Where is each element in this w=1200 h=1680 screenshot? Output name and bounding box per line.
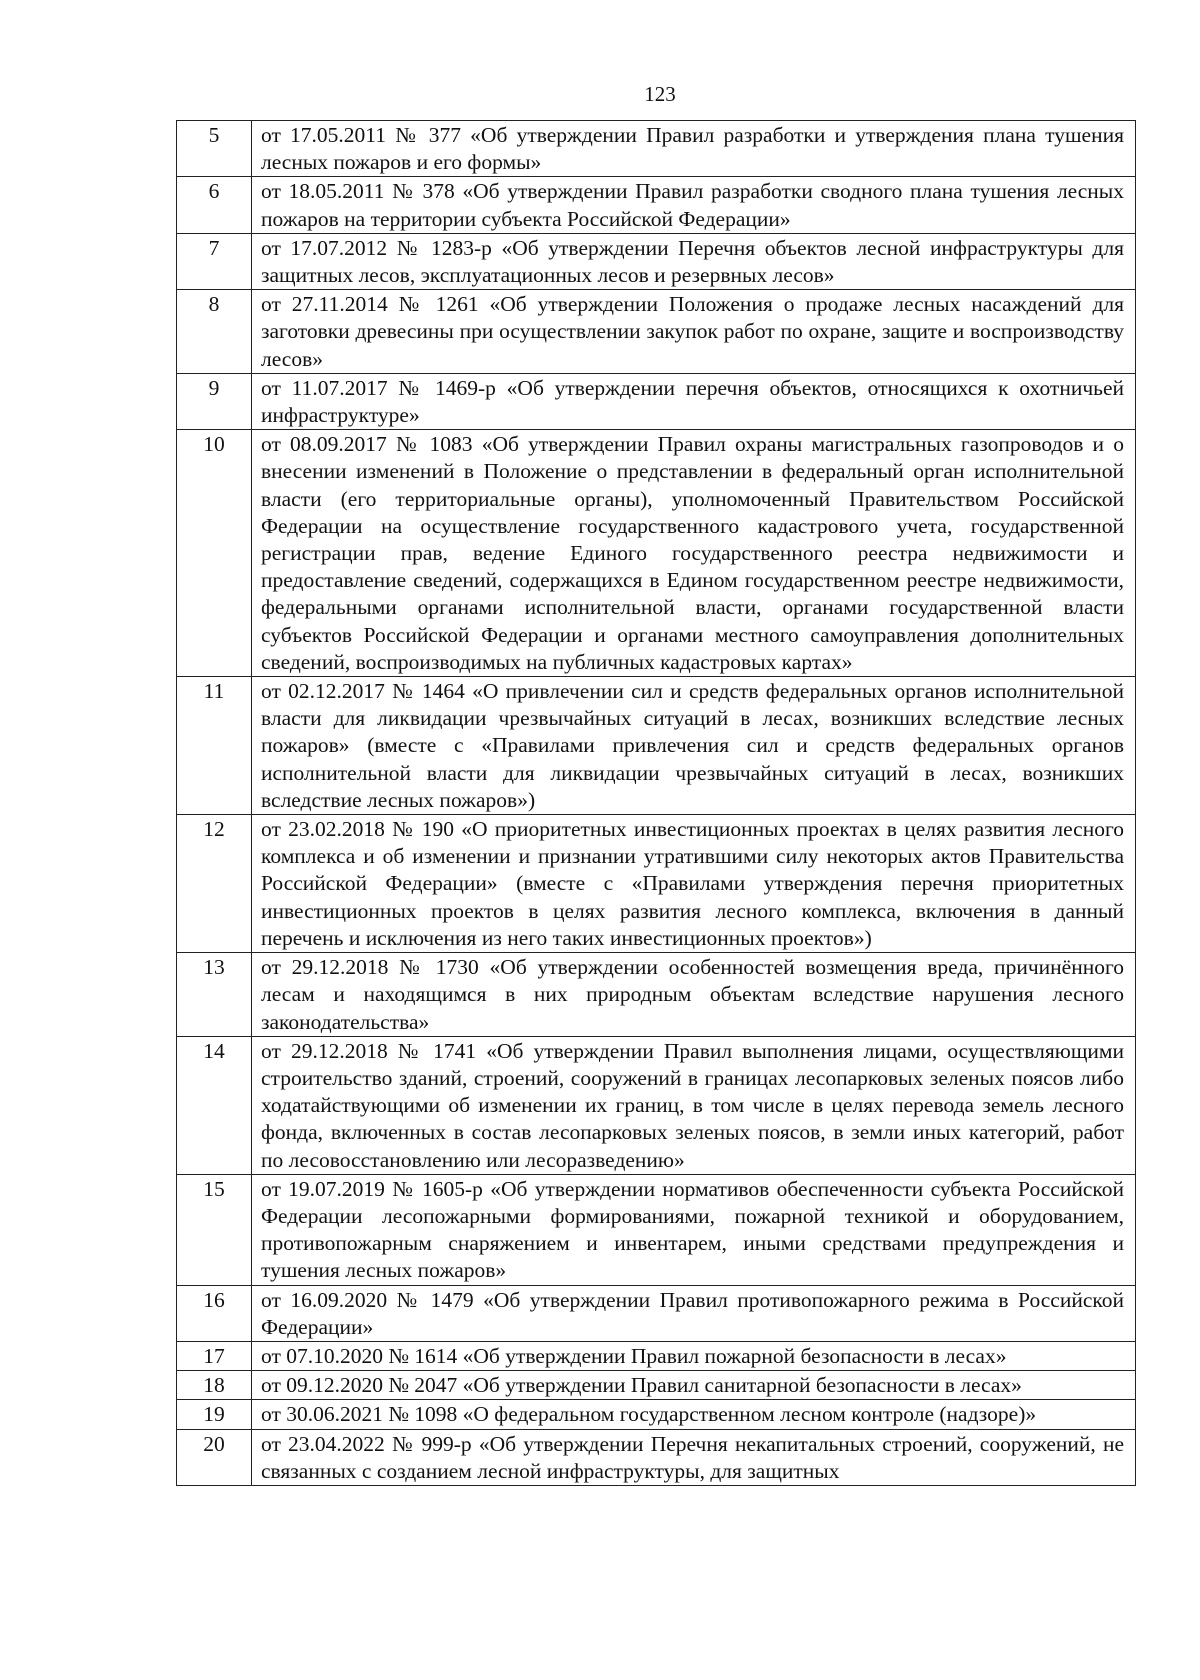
row-number: 19 <box>177 1400 252 1429</box>
regulation-text: от 29.12.2018 № 1730 «Об утверждении особенностей возмещения вреда, причинённого лесам и находящимся в них природным объектам вследствие нарушения лесного законодательства» <box>252 953 1136 1037</box>
row-number: 10 <box>177 430 252 677</box>
regulation-text: от 29.12.2018 № 1741 «Об утверждении Правил выполнения лицами, осуществляющими строительство зданий, строений, сооружений в границах лесопарковых зеленых поясов либо ходатайствующими об изменении их границ, в том числе в целях перевода земель лесного фонда, включенных в состав лесопарковых зеленых поясов, в земли иных категорий, работ по лесовосстановлению или лесоразведению» <box>252 1036 1136 1174</box>
regulation-text: от 17.05.2011 № 377 «Об утверждении Правил разработки и утверждения плана тушения лесных пожаров и его формы» <box>252 121 1136 177</box>
row-number: 15 <box>177 1174 252 1285</box>
regulation-text: от 11.07.2017 № 1469-р «Об утверждении перечня объектов, относящихся к охотничьей инфраструктуре» <box>252 373 1136 429</box>
regulations-table <box>176 120 1136 1486</box>
regulation-text: от 23.02.2018 № 190 «О приоритетных инвестиционных проектах в целях развития лесного комплекса и об изменении и признании утратившими силу некоторых актов Правительства Российской Федерации» (вместе с «Правилами утверждения перечня приоритетных инвестиционных проектов в целях развития лесного комплекса, включения в данный перечень и исключения из него таких инвестиционных проектов») <box>252 815 1136 953</box>
regulation-text: от 16.09.2020 № 1479 «Об утверждении Правил противопожарного режима в Российской Федерации» <box>252 1285 1136 1341</box>
row-number: 6 <box>177 177 252 233</box>
table-row <box>177 373 1136 429</box>
table-row <box>177 1285 1136 1341</box>
row-number: 8 <box>177 290 252 374</box>
row-number: 12 <box>177 815 252 953</box>
table-row <box>177 815 1136 953</box>
regulation-text: от 19.07.2019 № 1605-р «Об утверждении нормативов обеспеченности субъекта Российской Федерации лесопожарными формированиями, пожарной техникой и оборудованием, противопожарным снаряжением и инвентарем, иными средствами предупреждения и тушения лесных пожаров» <box>252 1174 1136 1285</box>
row-number: 20 <box>177 1429 252 1485</box>
row-number: 18 <box>177 1371 252 1400</box>
regulation-text: от 02.12.2017 № 1464 «О привлечении сил и средств федеральных органов исполнительной власти для ликвидации чрезвычайных ситуаций в лесах, возникших вследствие лесных пожаров» (вместе с «Правилами привлечения сил и средств федеральных органов исполнительной власти для ликвидации чрезвычайных ситуаций в лесах, возникших вследствие лесных пожаров») <box>252 677 1136 815</box>
row-number: 9 <box>177 373 252 429</box>
table-row <box>177 1371 1136 1400</box>
table-row <box>177 1036 1136 1174</box>
regulation-text: от 27.11.2014 № 1261 «Об утверждении Положения о продаже лесных насаждений для заготовки древесины при осуществлении закупок работ по охране, защите и воспроизводству лесов» <box>252 290 1136 374</box>
row-number: 14 <box>177 1036 252 1174</box>
regulation-text: от 08.09.2017 № 1083 «Об утверждении Правил охраны магистральных газопроводов и о внесении изменений в Положение о представлении в федеральный орган исполнительной власти (его территориальные органы), уполномоченный Правительством Российской Федерации на осуществление государственного кадастрового учета, государственной регистрации прав, ведение Единого государственного реестра недвижимости и предоставление сведений, содержащихся в Едином государственном реестре недвижимости, федеральными органами исполнительной власти, органами государственной власти субъектов Российской Федерации и органами местного самоуправления дополнительных сведений, воспроизводимых на публичных кадастровых картах» <box>252 430 1136 677</box>
table-row <box>177 1429 1136 1485</box>
table-row <box>177 1400 1136 1429</box>
regulation-text: от 17.07.2012 № 1283-р «Об утверждении Перечня объектов лесной инфраструктуры для защитных лесов, эксплуатационных лесов и резервных лесов» <box>252 233 1136 289</box>
row-number: 11 <box>177 677 252 815</box>
page-number: 123 <box>644 82 676 106</box>
regulation-text: от 30.06.2021 № 1098 «О федеральном государственном лесном контроле (надзоре)» <box>252 1400 1136 1429</box>
row-number: 16 <box>177 1285 252 1341</box>
table-row <box>177 1174 1136 1285</box>
row-number: 7 <box>177 233 252 289</box>
table-row <box>177 1341 1136 1370</box>
regulation-text: от 18.05.2011 № 378 «Об утверждении Правил разработки сводного плана тушения лесных пожаров на территории субъекта Российской Федерации» <box>252 177 1136 233</box>
regulation-text: от 09.12.2020 № 2047 «Об утверждении Правил санитарной безопасности в лесах» <box>252 1371 1136 1400</box>
table-row <box>177 177 1136 233</box>
row-number: 17 <box>177 1341 252 1370</box>
table-row <box>177 677 1136 815</box>
table-row <box>177 953 1136 1037</box>
table-row <box>177 121 1136 177</box>
row-number: 13 <box>177 953 252 1037</box>
regulation-text: от 23.04.2022 № 999-р «Об утверждении Перечня некапитальных строений, сооружений, не связанных с созданием лесной инфраструктуры, для защитных <box>252 1429 1136 1485</box>
table-row <box>177 290 1136 374</box>
row-number: 5 <box>177 121 252 177</box>
table-row <box>177 430 1136 677</box>
regulation-text: от 07.10.2020 № 1614 «Об утверждении Правил пожарной безопасности в лесах» <box>252 1341 1136 1370</box>
table-row <box>177 233 1136 289</box>
table-body <box>177 121 1136 1486</box>
